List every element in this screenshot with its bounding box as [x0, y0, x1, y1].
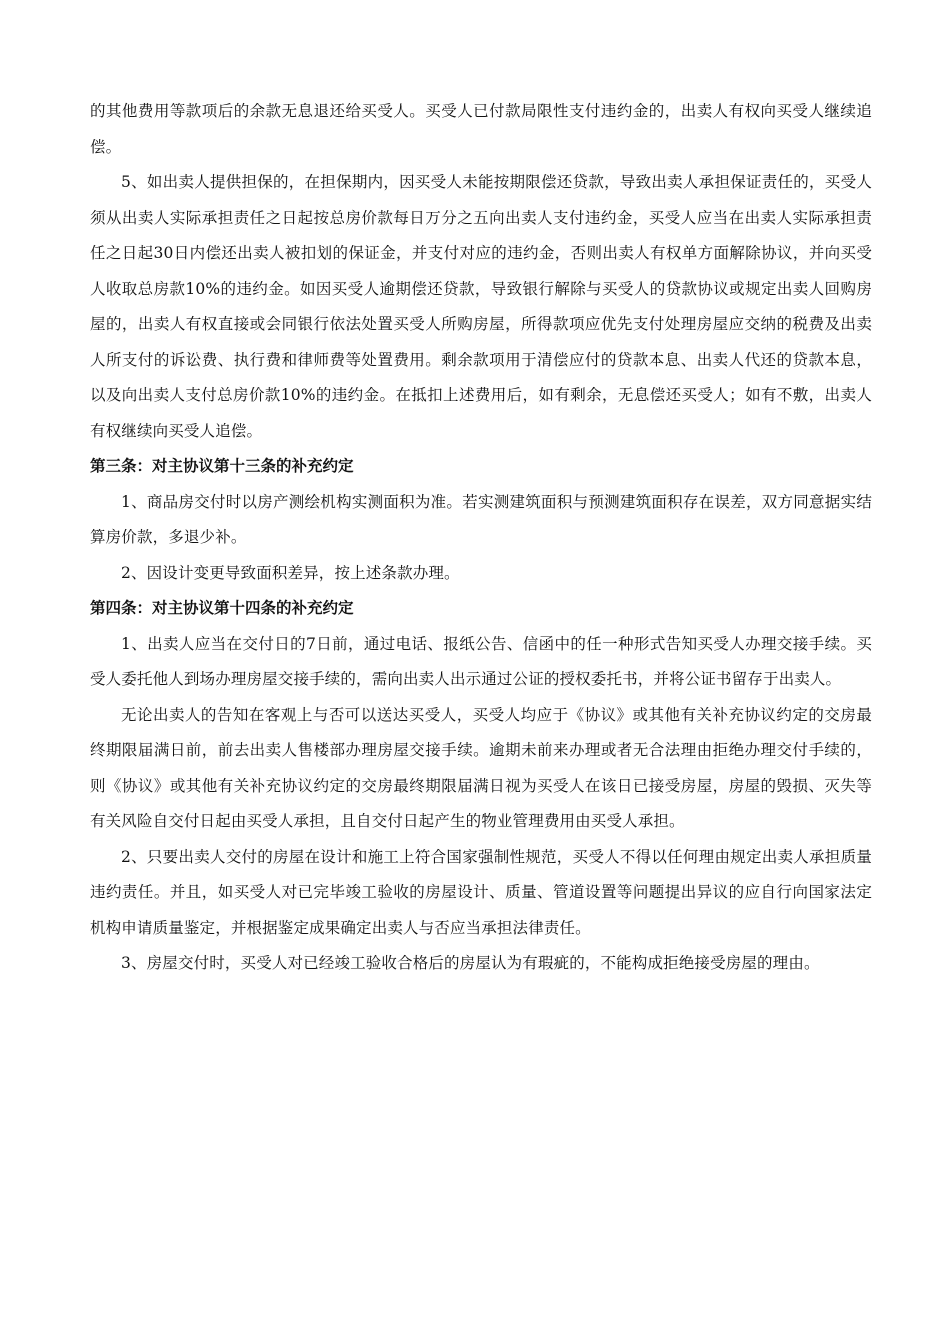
paragraph-article-4-item-2: 2、只要出卖人交付的房屋在设计和施工上符合国家强制性规范，买受人不得以任何理由规定出卖人承担质量违约责任。并且，如买受人对已完毕竣工验收的房屋设计、质量、管道设置等问题提出异议的应自行向国家法定机构申请质量鉴定，并根据鉴定成果确定出卖人与否应当承担法律责任。 — [90, 847, 872, 937]
paragraph-article-3-item-2: 2、因设计变更导致面积差异，按上述条款办理。 — [121, 563, 460, 582]
paragraph-article-4-notice: 无论出卖人的告知在客观上与否可以送达买受人，买受人均应于《协议》或其他有关补充协议约定的交房最终期限届满日前，前去出卖人售楼部办理房屋交接手续。逾期未前来办理或者无合法理由拒绝办理交付手续的，则《协议》或其他有关补充协议约定的交房最终期限届满日视为买受人在该日已接受房屋，房屋的毁损、灭失等有关风险自交付日起由买受人承担，且自交付日起产生的物业管理费用由买受人承担。 — [90, 705, 872, 830]
paragraph-continuation: 的其他费用等款项后的余款无息退还给买受人。买受人已付款局限性支付违约金的，出卖人有权向买受人继续追偿。 — [90, 102, 872, 156]
heading-article-4: 第四条：对主协议第十四条的补充约定 — [90, 599, 354, 617]
document-page — [90, 94, 872, 982]
paragraph-article-4-item-3: 3、房屋交付时，买受人对已经竣工验收合格后的房屋认为有瑕疵的，不能构成拒绝接受房屋的理由。 — [121, 954, 820, 972]
paragraph-clause-5: 5、如出卖人提供担保的，在担保期内，因买受人未能按期限偿还贷款，导致出卖人承担保证责任的，买受人须从出卖人实际承担责任之日起按总房价款每日万分之五向出卖人支付违约金，买受人应当在出卖人实际承担责任之日起30日内偿还出卖人被扣划的保证金，并支付对应的违约金，否则出卖人有权单方面解除协议，并向买受人收取总房款10%的违约金。如因买受人逾期偿还贷款，导致银行解除与买受人的贷款协议或规定出卖人回购房屋的，出卖人有权直接或会同银行依法处置买受人所购房屋，所得款项应优先支付处理房屋应交纳的税费及出卖人所支付的诉讼费、执行费和律师费等处置费用。剩余款项用于清偿应付的贷款本息、出卖人代还的贷款本息，以及向出卖人支付总房价款10%的违约金。在抵扣上述费用后，如有剩余，无息偿还买受人；如有不敷，出卖人有权继续向买受人追偿。 — [90, 173, 872, 440]
paragraph-article-3-item-1: 1、商品房交付时以房产测绘机构实测面积为准。若实测建筑面积与预测建筑面积存在误差，双方同意据实结算房价款，多退少补。 — [90, 492, 872, 546]
paragraph-article-4-item-1: 1、出卖人应当在交付日的7日前，通过电话、报纸公告、信函中的任一种形式告知买受人办理交接手续。买受人委托他人到场办理房屋交接手续的，需向出卖人出示通过公证的授权委托书，并将公证书留存于出卖人。 — [90, 634, 872, 688]
heading-article-3: 第三条：对主协议第十三条的补充约定 — [90, 457, 354, 475]
